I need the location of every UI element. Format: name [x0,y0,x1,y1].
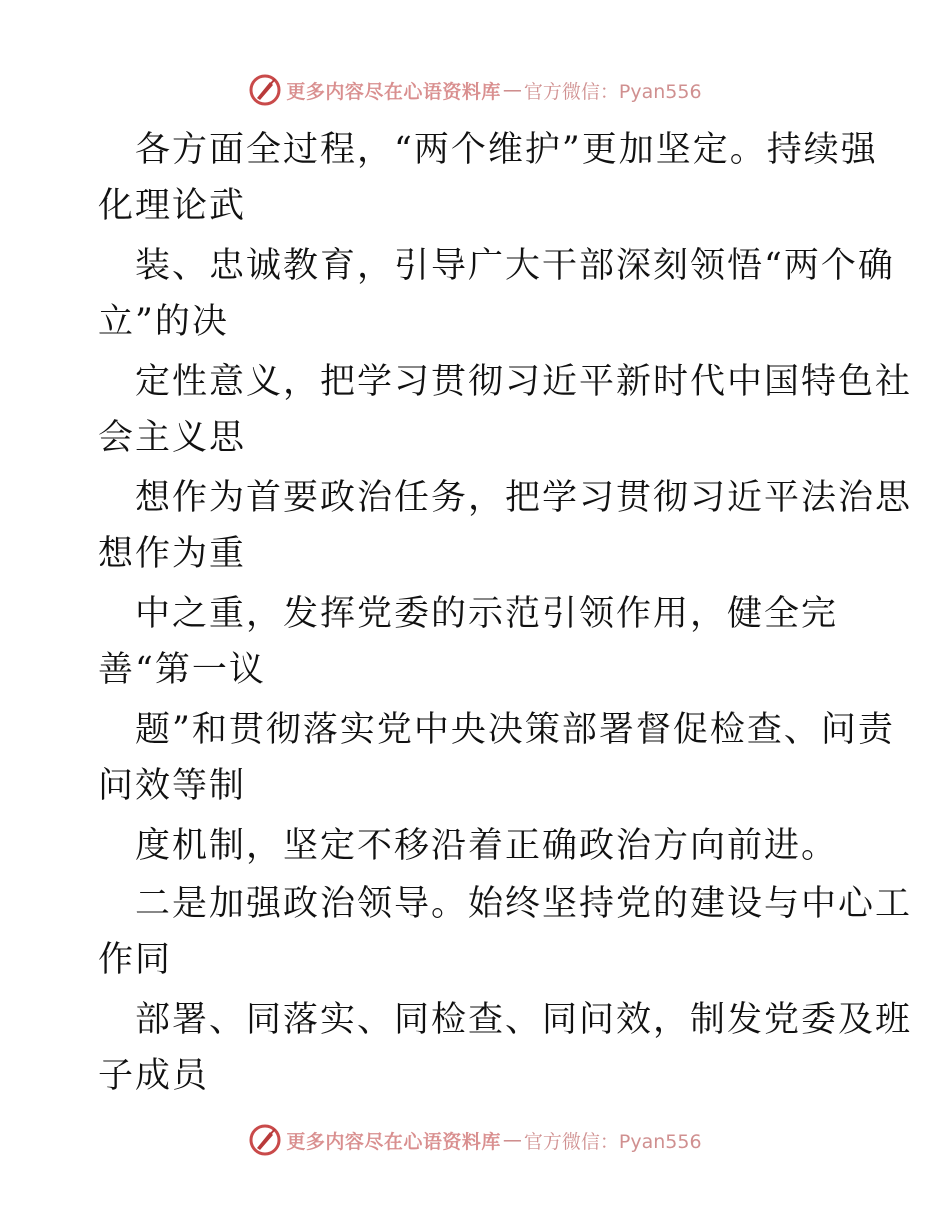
body-line: 部署、同落实、同检查、同问效，制发党委及班 [135,1000,913,1040]
watermark-separator: — [502,1129,522,1151]
body-line: 题”和贯彻落实党中央决策部署督促检查、问责 [135,710,895,750]
body-line: 各方面全过程，“两个维护”更加坚定。持续强 [135,130,878,170]
body-line: 定性意义，把学习贯彻习近平新时代中国特色社 [135,362,913,402]
watermark-account: 官方微信：Pyan556 [523,80,702,103]
body-line: 想作为首要政治任务，把学习贯彻习近平法治思 [135,478,913,518]
body-line: 二是加强政治领导。始终坚持党的建设与中心工 [135,884,913,924]
watermark-text: 更多内容尽在心语资料库 [286,80,501,103]
watermark-account: 官方微信：Pyan556 [523,1130,702,1153]
body-line: 善“第一议 [98,650,266,690]
watermark-text: 更多内容尽在心语资料库 [286,1130,501,1153]
body-line: 作同 [98,940,173,980]
body-line: 度机制，坚定不移沿着正确政治方向前进。 [135,826,839,866]
body-line: 立”的决 [98,302,229,342]
body-line: 子成员 [98,1056,210,1096]
header-watermark [0,70,950,110]
body-line: 装、忠诚教育，引导广大干部深刻领悟“两个确 [135,246,895,286]
body-line: 化理论武 [98,186,247,226]
feather-pen-logo-icon [248,1123,282,1157]
watermark-separator: — [502,79,522,101]
body-line: 中之重，发挥党委的示范引领作用，健全完 [135,594,839,634]
body-line: 想作为重 [98,534,247,574]
footer-watermark [0,1120,950,1160]
body-line: 问效等制 [98,766,247,806]
body-line: 会主义思 [98,418,247,458]
feather-pen-logo-icon [248,73,282,107]
